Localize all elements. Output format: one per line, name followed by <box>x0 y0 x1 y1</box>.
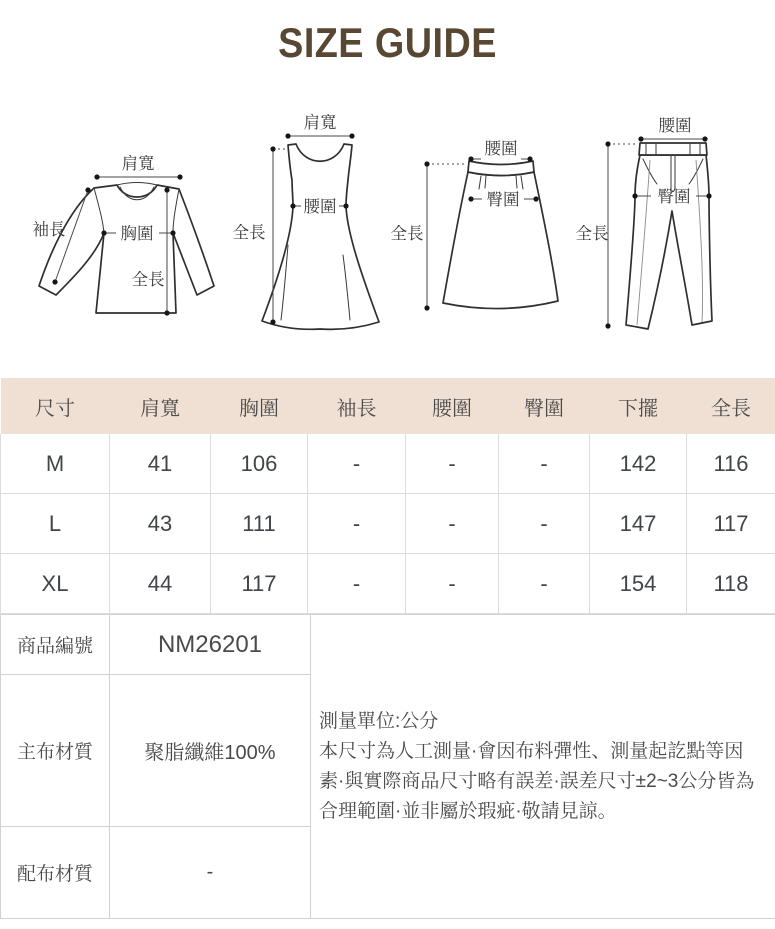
size-label: L <box>1 494 110 554</box>
size-label: XL <box>1 554 110 614</box>
cell-value: 142 <box>590 434 687 494</box>
table-row-l <box>1 494 775 554</box>
notes-unit-line: 測量單位:公分 <box>319 707 761 737</box>
skirt-hip-label: 臀圍 <box>487 190 520 209</box>
top-sleeve-label: 袖長 <box>33 220 66 239</box>
cell-value: 118 <box>687 554 775 614</box>
dress-diagram <box>233 113 380 329</box>
col-header-length: 全長 <box>687 378 775 434</box>
skirt-waist-label: 腰圍 <box>485 139 518 158</box>
product-code-label: 商品編號 <box>1 615 110 675</box>
cell-value: 147 <box>590 494 687 554</box>
cell-value: - <box>308 494 406 554</box>
dress-waist-label: 腰圍 <box>304 197 337 216</box>
top-chest-label: 胸圍 <box>121 224 154 243</box>
cell-value: 111 <box>211 494 308 554</box>
col-header-chest: 胸圍 <box>211 378 308 434</box>
cell-value: 117 <box>211 554 308 614</box>
main-fabric-label: 主布材質 <box>1 675 110 827</box>
trim-fabric-label: 配布材質 <box>1 827 110 919</box>
cell-value: 154 <box>590 554 687 614</box>
cell-value: - <box>308 434 406 494</box>
cell-value: 43 <box>110 494 211 554</box>
table-row-xl <box>1 554 775 614</box>
trim-fabric-value: - <box>110 827 311 919</box>
cell-value: 106 <box>211 434 308 494</box>
clothing-diagrams <box>0 98 775 348</box>
col-header-size: 尺寸 <box>1 378 110 434</box>
cell-value: - <box>406 494 499 554</box>
cell-value: - <box>406 434 499 494</box>
cell-value: 116 <box>687 434 775 494</box>
col-header-hem: 下擺 <box>590 378 687 434</box>
cell-value: 117 <box>687 494 775 554</box>
product-code-value: NM26201 <box>110 615 311 675</box>
product-code-row <box>1 615 775 675</box>
pants-hip-label: 臀圍 <box>658 187 691 206</box>
skirt-diagram <box>391 139 559 311</box>
cell-value: - <box>499 494 590 554</box>
cell-value: 44 <box>110 554 211 614</box>
cell-value: - <box>406 554 499 614</box>
top-shoulder-label: 肩寬 <box>122 154 155 173</box>
size-table-header-row <box>1 378 775 434</box>
top-diagram <box>33 154 215 316</box>
col-header-sleeve: 袖長 <box>308 378 406 434</box>
cell-value: - <box>308 554 406 614</box>
notes-disclaimer: 本尺寸為人工測量·會因布料彈性、測量起訖點等因素·與實際商品尺寸略有誤差·誤差尺寸±2~3公分皆為合理範圍·並非屬於瑕疵·敬請見諒。 <box>319 737 761 827</box>
table-row-m <box>1 434 775 494</box>
size-label: M <box>1 434 110 494</box>
main-fabric-value: 聚脂纖維100% <box>110 675 311 827</box>
col-header-hip: 臀圍 <box>499 378 590 434</box>
cell-value: 41 <box>110 434 211 494</box>
pants-waist-label: 腰圍 <box>659 116 692 135</box>
dress-shoulder-label: 肩寬 <box>304 113 337 132</box>
page-title <box>0 20 775 66</box>
cell-value: - <box>499 554 590 614</box>
top-length-label: 全長 <box>132 270 165 289</box>
col-header-shoulder: 肩寬 <box>110 378 211 434</box>
measurement-notes <box>311 615 775 919</box>
cell-value: - <box>499 434 590 494</box>
page-title-text: SIZE GUIDE <box>278 20 497 66</box>
pants-diagram <box>576 116 713 329</box>
skirt-length-label: 全長 <box>391 224 424 243</box>
size-table <box>0 378 775 614</box>
pants-length-label: 全長 <box>576 224 609 243</box>
product-info-table <box>0 614 775 919</box>
dress-length-label: 全長 <box>233 223 266 242</box>
col-header-waist: 腰圍 <box>406 378 499 434</box>
